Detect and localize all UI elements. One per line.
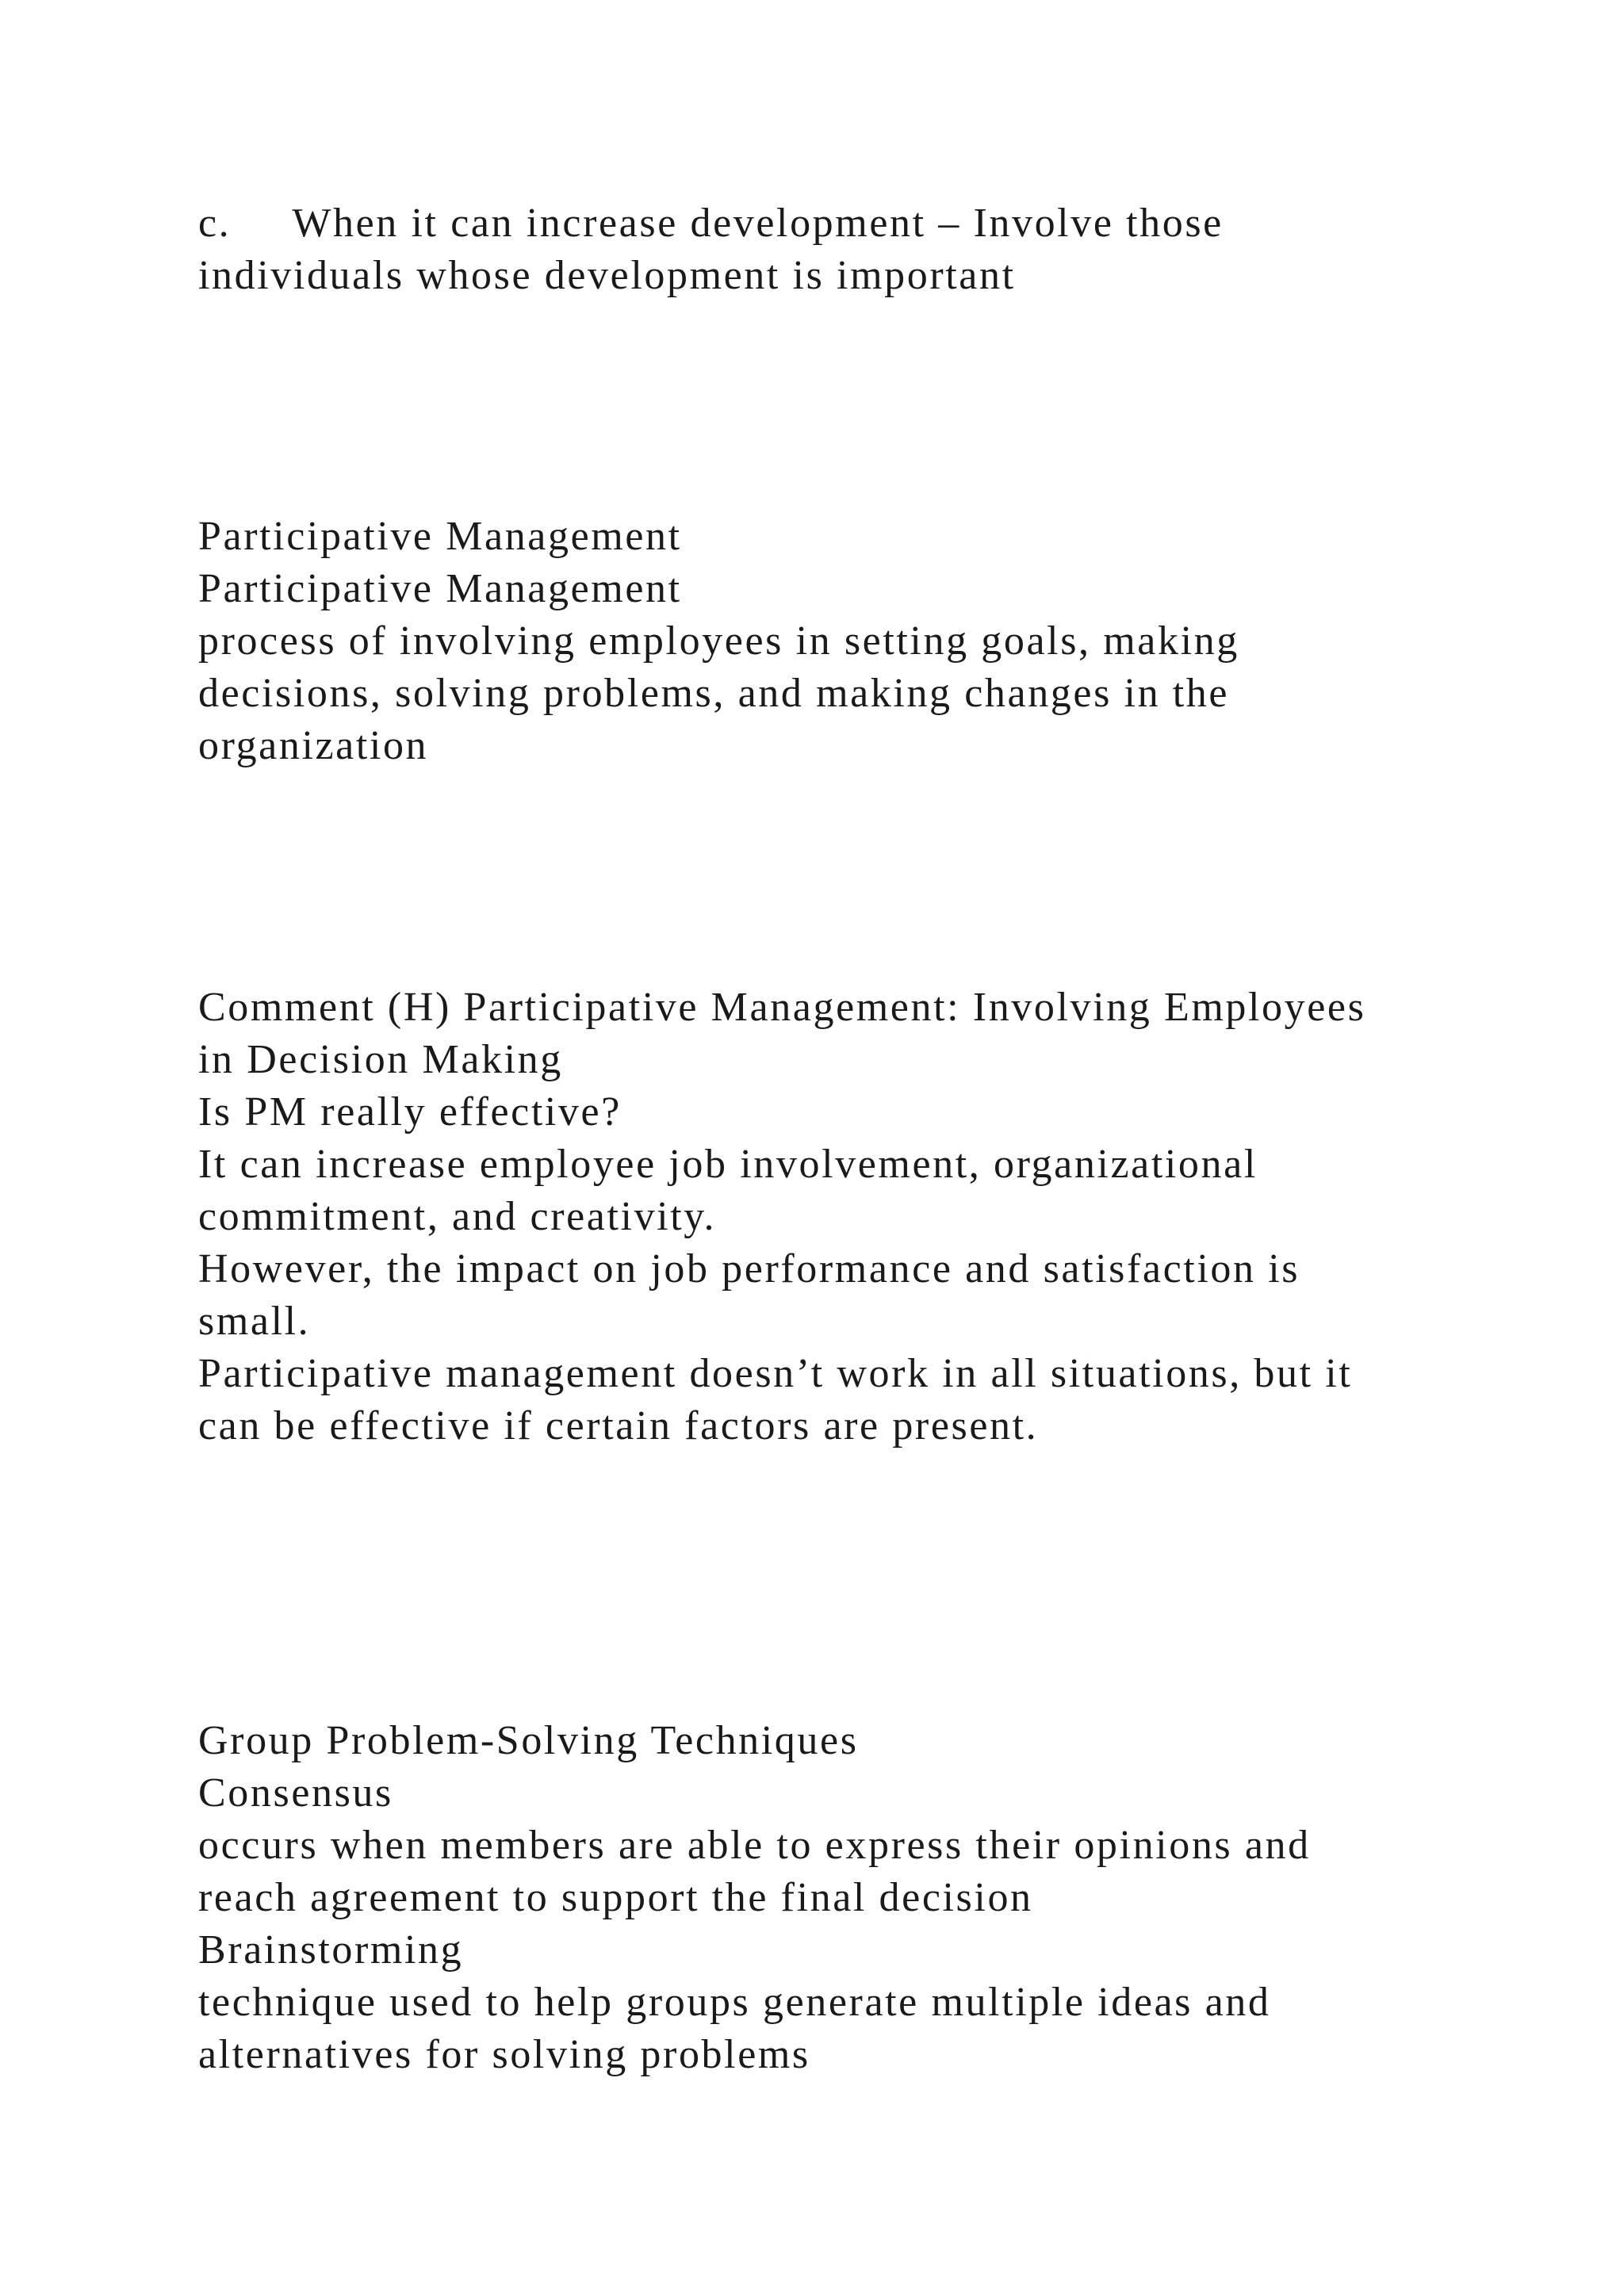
comment-h-line-6: However, the impact on job performance and satisfaction is <box>198 1246 1300 1292</box>
participative-management-term: Participative Management <box>198 566 682 611</box>
participative-management-definition-line-1: process of involving employees in setting goals, making <box>198 618 1239 664</box>
consensus-definition-line-2: reach agreement to support the final decision <box>198 1875 1033 1920</box>
section-c-line-2: individuals whose development is important <box>198 253 1016 298</box>
comment-h-line-3: Is PM really effective? <box>198 1089 622 1135</box>
comment-h-line-5: commitment, and creativity. <box>198 1194 717 1239</box>
comment-h-line-2: in Decision Making <box>198 1037 563 1082</box>
consensus-term: Consensus <box>198 1770 393 1816</box>
comment-h-line-9: can be effective if certain factors are present. <box>198 1403 1039 1448</box>
section-c-line-1: c. When it can increase development – Involve those <box>198 201 1224 246</box>
comment-h-line-8: Participative management doesn’t work in all situations, but it <box>198 1351 1353 1396</box>
brainstorming-definition-line-1: technique used to help groups generate multiple ideas and <box>198 1980 1271 2025</box>
participative-management-definition-line-2: decisions, solving problems, and making changes in the <box>198 671 1230 716</box>
group-problem-solving-heading: Group Problem-Solving Techniques <box>198 1718 859 1763</box>
participative-management-heading: Participative Management <box>198 514 682 559</box>
brainstorming-term: Brainstorming <box>198 1927 464 1973</box>
participative-management-definition-line-3: organization <box>198 723 429 768</box>
comment-h-line-7: small. <box>198 1299 311 1344</box>
comment-h-line-4: It can increase employee job involvement, organizational <box>198 1142 1258 1187</box>
comment-h-line-1: Comment (H) Participative Management: Involving Employees <box>198 985 1366 1030</box>
brainstorming-definition-line-2: alternatives for solving problems <box>198 2032 810 2077</box>
consensus-definition-line-1: occurs when members are able to express their opinions and <box>198 1823 1311 1868</box>
